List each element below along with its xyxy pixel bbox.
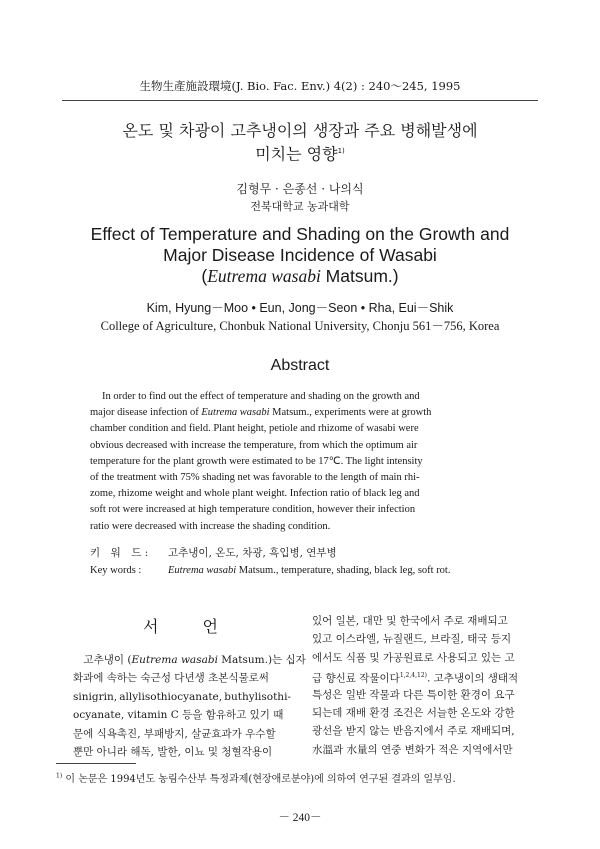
intro-word: buthylisothi- [224,690,291,703]
footnote [56,770,456,785]
journal-header: 生物生產施設環境(J. Bio. Fac. Env.) 4(2) : 240～245, 1995 [139,79,461,93]
intro-line [73,651,306,669]
intro-line [73,688,291,706]
citation-mark: 1,2,4,12) [399,672,427,680]
intro-species: Eutrema wasabi [131,654,218,666]
korean-title-line2-text: 미치는 영향 [255,144,338,164]
english-affiliation: College of Agriculture, Chonbuk National University, Chonju 561－756, Korea [100,319,500,333]
korean-title [40,120,560,164]
abstract-line-part: Matsum., experiments were at growth [269,407,432,419]
english-title-paren-open: ( [201,266,208,286]
abstract-line: zome, rhizome weight and whole plant weight. Infection ratio of black leg and [90,488,420,500]
korean-affiliation: 전북대학교 농과대학 [250,200,350,213]
intro-line [312,667,528,685]
english-title-line2: Major Disease Incidence of Wasabi [163,245,437,265]
abstract-line: In order to find out the effect of temperature and shading on the growth and [102,391,420,402]
english-keywords-label: Key words : [90,565,142,576]
page-number: － 240－ [278,812,322,824]
korean-keywords-value: 고추냉이, 온도, 차광, 흑입병, 연부병 [168,547,337,559]
english-keywords-value: Matsum., temperature, shading, black leg, soft rot. [236,565,451,576]
footnote-text: 이 논문은 1994년도 농림수산부 특정과제(현장애로분야)에 의하여 연구된 결과의 일부임. [62,774,456,785]
abstract-line-part: major disease infection of [90,407,202,419]
intro-line: 있고 이스라엘, 뉴질랜드, 브라질, 태국 등지 [312,633,512,646]
intro-line: 광선을 받지 않는 반음지에서 주로 재배되며, [312,725,515,738]
english-keywords-species: Eutrema wasabi [168,565,237,576]
keywords-block [90,545,520,579]
english-title-line1: Effect of Temperature and Shading on the Growth and [90,224,510,244]
intro-line: 있어 일본, 대만 및 한국에서 주로 재배되고 [312,615,508,627]
abstract-line: ratio were decreased with increase the shading condition. [90,520,331,532]
intro-left-column [73,651,306,761]
abstract-line: temperature for the plant growth were estimated to be 17℃. The light intensity [90,455,423,467]
intro-word: allylisothiocyanate, [119,690,223,703]
intro-line: ocyanate, vitamin C 등을 함유하고 있기 때 [73,709,284,722]
intro-line: 에서도 식품 및 가공원료로 사용되고 있는 고 [312,651,515,664]
introduction-heading: 서 언 [143,617,232,636]
english-title-line3 [40,266,560,287]
english-authors: Kim, Hyung－Moo • Eun, Jong－Seon • Rha, Eui－Shik [146,301,454,315]
footnote-rule [56,763,136,764]
korean-keywords [90,545,520,562]
abstract-line: of the treatment with 75% shading net was favorable to the length of main rhi- [90,471,420,483]
footnote-mark: 1) [56,772,63,780]
intro-right-column [312,612,528,759]
abstract-line: soft rot were increased at high temperature condition, however their infection [90,504,416,516]
intro-line: 水溫과 水量의 연중 변화가 적은 지역에서만 [312,743,513,756]
intro-line-part: 급 향신료 작물이다 [312,672,400,685]
abstract-species: Eutrema wasabi [201,407,270,419]
abstract-body [90,389,510,535]
abstract-line: chamber condition and field. Plant height, petiole and rhizome of wasabi were [90,423,419,435]
abstract-heading: Abstract [270,357,330,374]
intro-line-part: 고추냉이 ( [83,654,132,666]
english-title-line3-rest: Matsum.) [320,266,399,286]
korean-title-line2 [40,141,560,164]
intro-line-part: . 고추냉이의 생태적 [426,672,519,685]
intro-line-part: Matsum.)는 십자 [217,654,306,666]
intro-line: 특성은 일반 작물과 다른 특이한 환경이 요구 [312,688,515,701]
korean-title-line1: 온도 및 차광이 고추냉이의 생장과 주요 병해발생에 [122,121,478,140]
korean-authors: 김형무 · 은종선 · 나의식 [236,182,364,196]
abstract-line: obvious decreased with increase the temperature, from which the optimum air [90,439,418,451]
intro-line: 문에 식욕촉진, 부패방지, 살균효과가 우수할 [73,727,276,740]
header-rule [62,100,538,101]
abstract-line [90,405,510,421]
english-title [40,224,560,287]
korean-title-footnote-mark: 1) [337,147,345,155]
korean-keywords-label: 키 워 드 : [90,547,149,559]
intro-line: 되는데 재배 환경 조건은 서늘한 온도와 강한 [312,706,515,719]
intro-word: sinigrin, [73,690,118,703]
english-keywords [90,562,520,579]
english-title-species: Eutrema wasabi [207,266,321,286]
intro-line: 뿐만 아니라 해독, 발한, 이뇨 및 청혈작용이 [73,745,273,758]
intro-line: 화과에 속하는 숙근성 다년생 초본식물로써 [73,672,269,685]
